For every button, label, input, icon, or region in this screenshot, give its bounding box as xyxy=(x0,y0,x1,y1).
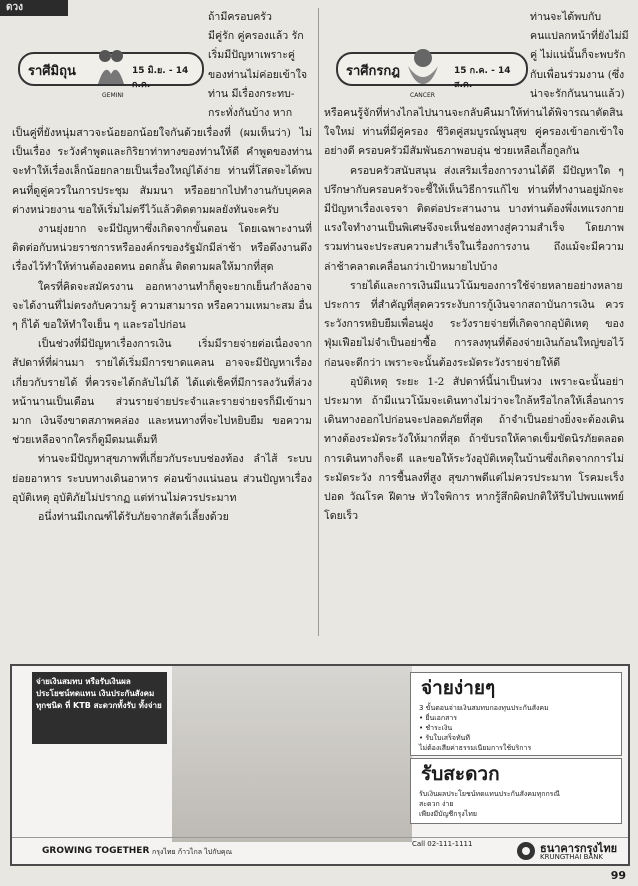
ad-pay-box xyxy=(410,672,622,756)
gemini-article xyxy=(12,124,312,527)
gemini-wrap-text xyxy=(208,8,312,123)
ad-pay-title: จ่ายง่ายๆ xyxy=(421,677,496,699)
ad-call-center: Call 02-111-1111 xyxy=(412,840,473,848)
paragraph: อุบัติเหตุ ระยะ 1-2 สัปดาห์นี้น่าเป็นห่วง เพราะฉะนั้นอย่าประมาท ถ้ามีแนวโน้มจะเดินทางไม่ว่าจะใกล้หรือไกลให้เลื่อนการเดินทางออกไปก่อนจะปลอดภัยที่สุด ถ้าจำเป็นอย่างยิ่งจะต้องเดินทางต้องระมัดระวังให้มากที่สุด ถ้าขับรถให้คาดเข็มขัดนิรภัยตลอดการเดินทางก็จะดี และขอให้ระวังอุบัติเหตุในบ้านซึ่งเกิดจากการไม่ระมัดระวัง การชื้นลงที่สูง สุขภาพดีแต่ไม่ควรประมาท โรคมะเร็งปอด วัณโรค ฝีดาษ หัวใจพิการ หากรู้สึกผิดปกติให้รีบไปพบแพทย์โดยเร็ว xyxy=(324,375,624,523)
ad-line: 3 ขั้นตอนจ่ายเงินสมทบกองทุนประกันสังคม xyxy=(419,704,549,712)
cancer-article xyxy=(324,104,624,526)
paragraph: เป็นคู่ที่ยังหนุ่มสาวจะน้อยอกน้อยใจกันด้วยเรื่องที่ (ผมเห็นว่า) ไม่เป็นเรื่อง ระวังคำพูดและกิริยาท่าทางของท่านให้ดี คำพูดของท่านจะทำให้เรื่องเล็กน้อยกลายเป็นเรื่องใหญ่ได้ง่าย ท่านที่โสดจะได้พบคนที่ดูคู่ควรในการประชุม สัมมนา หรืออยากไปทำงานกับบุคคลต่างหน่วยงาน ขอให้เริ่มไม่ตรีไว้แล้วติดตามผลยังทันจะครับ xyxy=(12,127,312,216)
ad-receive-title: รับสะดวก xyxy=(421,763,500,785)
ad-footer xyxy=(12,837,628,864)
text-line: เริ่มมีปัญหาเพราะคู่ xyxy=(208,49,295,62)
paragraph: เป็นช่วงที่มีปัญหาเรื่องการเงิน เริ่มมีรายจ่ายต่อเนื่องจากสัปดาห์ที่ผ่านมา รายได้เริ่มมีการขาดแคลน อาจจะมีปัญหาเรื่องเกี่ยวกับรายได้ ที่ควรจะได้กลับไม่ได้ ได้แต่เช็คที่มีการลงวันที่ล่วงหน้านานเป็นเดือน ส่วนรายจ่ายประจำและรายจ่ายจรก็มีเข้ามามาก เงินจึงขาดสภาพคล่อง และหนทางที่จะไปหยิบยืม ขอความช่วยเหลือจากใครก็ดูมืดมนเต็มที xyxy=(12,338,312,447)
ad-brand-left: GROWING TOGETHER xyxy=(42,846,150,856)
cancer-mascot-icon xyxy=(406,44,440,88)
ad-line: • ชำระเงิน xyxy=(419,724,453,732)
ad-line: ไม่ต้องเสียค่าธรรมเนียมการใช้บริการ xyxy=(419,744,532,752)
gemini-sign-name: ราศีมิถุน xyxy=(28,64,76,79)
paragraph: อนึ่งท่านมีเกณฑ์ได้รับภัยจากสัตว์เลี้ยงด้วย xyxy=(38,511,229,524)
ad-promo-panel: จ่ายเงินสมทบ หรือรับเงินผลประโยชน์ทดแทน เงินประกันสังคมทุกชนิด ที่ KTB สะดวกทั้งรับ ทั้งจ่าย xyxy=(32,672,167,744)
ad-people-photo xyxy=(172,666,412,842)
krungthai-logo-icon xyxy=(516,841,536,861)
gemini-sign-badge xyxy=(18,52,204,99)
cancer-sign-badge xyxy=(336,52,528,99)
ad-line: สะดวก ง่าย xyxy=(419,800,454,808)
text-line: คู่ ไม่แน่นั้นก็จะพบรัก xyxy=(530,49,626,62)
paragraph: หรือคนรู้จักที่ห่างไกลไปนานจะกลับคืนมาให้ท่านได้พิจารณาตัดสินใจใหม่ ท่านที่มีคู่ครอง ชีวิตคู่สมบูรณ์พูนสุข คู่ครองเข้าอกเข้าใจอย่างดี ครอบครัวมีสัมพันธภาพอบอุ่น ช่วยเหลือเกื้อกูลกัน xyxy=(324,107,624,158)
paragraph: ท่านจะมีปัญหาสุขภาพที่เกี่ยวกับระบบช่องท้อง ลำไส้ ระบบย่อยอาหาร ระบบทางเดินอาหาร ค่อนข้างแน่นอน ส่วนปัญหาเรื่องอุบัติเหตุ อุบัติภัยไม่ปรากฏ แต่ท่านไม่ควรประมาท xyxy=(12,453,312,504)
cancer-sign-name: ราศีกรกฎ xyxy=(346,64,400,79)
ad-slogan: กรุงไทย ก้าวไกล ไปกับคุณ xyxy=(152,848,233,856)
gemini-mascot-icon xyxy=(94,44,128,88)
paragraph: ใครที่คิดจะสมัครงาน ออกหางานทำก็ดูจะยากเย็นกำลังอาจจะได้งานที่ไม่ตรงกับความรู้ ความสามารถ หรือความเหมาะสม อื่น ๆ ก็ได้ ขอให้ทำใจเย็น ๆ และรอไปก่อน xyxy=(12,280,312,332)
ad-receive-box xyxy=(410,758,622,824)
section-tab: ดวง xyxy=(0,0,68,16)
text-line: คนแปลกหน้าที่ยังไม่มี xyxy=(530,30,629,43)
paragraph: ครอบครัวสนับสนุน ส่งเสริมเรื่องการงานได้ดี มีปัญหาใด ๆ ปรึกษากับครอบครัวจะชี้ให้เห็นวิธีการแก้ไข ท่านที่ทำงานอยู่มักจะมีปัญหาเรื่องเจรจา ติดต่อประสานงาน บางท่านต้องพึ่งเทแรงกายแรงใจทำงานเป็นพิเศษจึงจะเห็นช่องทางสู่ความสำเร็จ โดยภาพรวมท่านจะประสบความสำเร็จในเรื่องการงาน ถึงแม้จะมีความล่าช้าคลาดเคลื่อนกว่าเป้าหมายไปบ้าง xyxy=(324,164,624,273)
text-line: ท่านจะได้พบกับ xyxy=(530,11,602,23)
paragraph: งานยุ่งยาก จะมีปัญหาซึ่งเกิดจากขั้นตอน โดยเฉพาะงานที่ติดต่อกับหน่วยราชการหรือองค์กรของรัฐมักมีล่าช้า หรือดึงงานดึงเรื่องไว้ทำให้ท่านต้องอดทน อดกลั้น ติดตามผลให้มากที่สุด xyxy=(12,223,312,274)
column-divider xyxy=(318,8,319,636)
text-line: กับเพื่อนร่วมงาน (ซึ่ง xyxy=(530,68,625,81)
ad-bank-name-en: KRUNGTHAI BANK xyxy=(540,853,604,861)
text-line: ท่าน มีเรื่องกระทบ- xyxy=(208,87,295,100)
text-line: ถ้ามีครอบครัว xyxy=(208,11,272,23)
bank-advertisement xyxy=(10,664,630,866)
text-line: กระทั่งกันบ้าง หาก xyxy=(208,107,293,120)
cancer-wrap-text xyxy=(530,8,630,104)
gemini-sign-dates: 15 มิ.ย. - 14 ก.ค. xyxy=(132,66,189,90)
cancer-caption: CANCER xyxy=(410,92,435,99)
text-line: ของท่านไม่ค่อยเข้าใจ xyxy=(208,68,308,81)
ad-line: รับเงินผลประโยชน์ทดแทนประกันสังคมทุกกรณี xyxy=(419,790,560,798)
ad-line: • รับใบเสร็จทันที xyxy=(419,734,470,742)
ad-line: • ยื่นเอกสาร xyxy=(419,714,458,722)
page-number: 99 xyxy=(610,869,626,882)
ad-bank-name-th: ธนาคารกรุงไทย xyxy=(540,842,618,855)
paragraph: รายได้และการเงินมีแนวโน้มของการใช้จ่ายหลายอย่างหลายประการ ที่สำคัญที่สุดควรระงับการกู้เงินจากสถาบันการเงิน ควรระวังการหยิบยืมเพื่อนฝูง ระวังรายจ่ายที่เกิดจากอุบัติเหตุ ของฟุ่มเฟือยไม่จำเป็นอย่าซื้อ การลงทุนที่ต้องจ่ายเงินก้อนใหญ่ขอไว้ก่อนจะดีกว่า เพราะจะนั้นต้องระมัดระวังรายจ่ายให้ดี xyxy=(324,279,624,369)
text-line: มีคู่รัก คู่ครองแล้ว รัก xyxy=(208,30,304,43)
ad-line: เพียงมีบัญชีกรุงไทย xyxy=(419,810,477,818)
gemini-caption: GEMINI xyxy=(102,92,124,99)
text-line: น่าจะรักกันนานแล้ว) xyxy=(530,87,625,100)
cancer-sign-dates: 15 ก.ค. - 14 ส.ค. xyxy=(454,66,511,90)
